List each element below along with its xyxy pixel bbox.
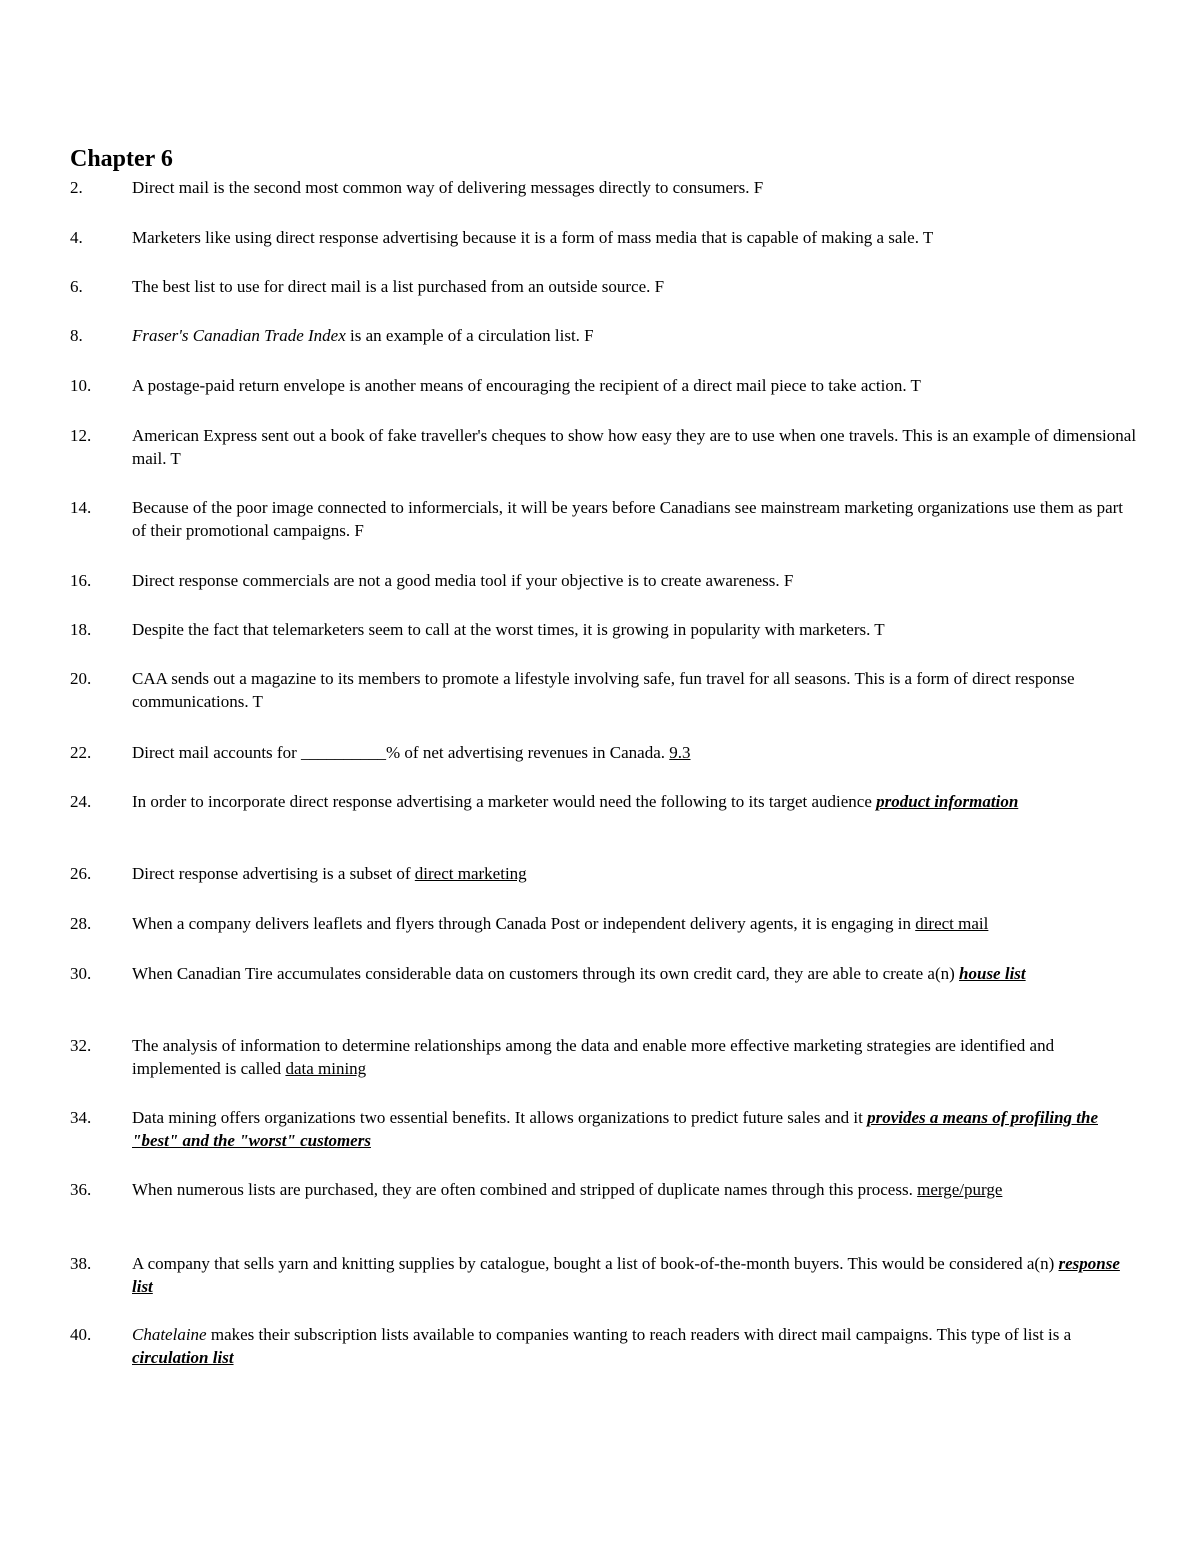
question-text — [132, 618, 1140, 641]
page-title: Chapter 6 — [70, 146, 173, 172]
question-body: makes their subscription lists available to companies wanting to reach readers with direct mail campaigns. This type of list is a — [206, 1325, 1072, 1344]
question-body: CAA sends out a magazine to its members to promote a lifestyle involving safe, fun travel for all seasons. This is a form of direct response communications. T — [132, 669, 1075, 711]
question-body: Data mining offers organizations two essential benefits. It allows organizations to predict future sales and it — [132, 1108, 868, 1127]
question-body: When a company delivers leaflets and flyers through Canada Post or independent delivery agents, it is engaging in — [132, 914, 916, 933]
question-number: 8. — [70, 326, 83, 345]
question-body: When Canadian Tire accumulates considerable data on customers through its own credit card, they are able to create a(n) — [132, 964, 960, 983]
question-text — [132, 1252, 1140, 1298]
question-body: Because of the poor image connected to informercials, it will be years before Canadians see mainstream marketing organizations use them as part of their promotional campaigns. F — [132, 498, 1124, 540]
answer-text: direct marketing — [414, 864, 527, 883]
question-text — [132, 1034, 1140, 1080]
question-item — [70, 912, 1140, 935]
question-number: 32. — [70, 1036, 92, 1055]
question-item — [70, 226, 1140, 249]
question-text — [132, 424, 1140, 470]
question-text — [132, 569, 1140, 592]
question-text — [132, 275, 1140, 298]
question-italic-title: Fraser's Canadian Trade Index — [132, 326, 346, 345]
question-item — [70, 1178, 1140, 1201]
question-item — [70, 569, 1140, 592]
question-item — [70, 324, 1140, 347]
question-item — [70, 1106, 1140, 1152]
question-number: 30. — [70, 964, 92, 983]
question-body: American Express sent out a book of fake traveller's cheques to show how easy they are to use when one travels. This is an example of dimensional mail. T — [132, 426, 1137, 468]
question-number: 16. — [70, 571, 92, 590]
question-text — [132, 496, 1140, 542]
answer-text: 9.3 — [669, 743, 691, 762]
question-text — [132, 1178, 1140, 1201]
question-number: 6. — [70, 277, 83, 296]
question-item — [70, 618, 1140, 641]
question-number: 10. — [70, 376, 92, 395]
question-number: 22. — [70, 743, 92, 762]
question-number: 36. — [70, 1180, 92, 1199]
question-text — [132, 912, 1140, 935]
question-number: 14. — [70, 498, 92, 517]
question-body: Marketers like using direct response advertising because it is a form of mass media that is capable of making a sale. T — [132, 228, 934, 247]
question-text — [132, 374, 1140, 397]
answer-text: product information — [876, 792, 1019, 811]
question-text — [132, 1323, 1140, 1369]
question-item — [70, 667, 1140, 713]
question-body: Direct response commercials are not a good media tool if your objective is to create awareness. F — [132, 571, 794, 590]
question-number: 34. — [70, 1108, 92, 1127]
answer-text: merge/purge — [917, 1180, 1003, 1199]
question-body: The analysis of information to determine relationships among the data and enable more effective marketing strategies are identified and implemented is called — [132, 1036, 1055, 1078]
question-number: 12. — [70, 426, 92, 445]
question-item — [70, 741, 1140, 764]
question-item — [70, 275, 1140, 298]
answer-blank: __________ — [301, 743, 386, 762]
question-body: Despite the fact that telemarketers seem to call at the worst times, it is growing in popularity with marketers. T — [132, 620, 885, 639]
question-body: Direct mail accounts for — [132, 743, 301, 762]
question-body: When numerous lists are purchased, they are often combined and stripped of duplicate names through this process. — [132, 1180, 918, 1199]
question-text — [132, 1106, 1140, 1152]
question-text — [132, 667, 1140, 713]
question-text — [132, 226, 1140, 249]
question-item — [70, 424, 1140, 470]
question-item — [70, 496, 1140, 542]
question-text — [132, 176, 1140, 199]
question-item — [70, 862, 1140, 885]
question-item — [70, 1034, 1140, 1080]
question-number: 4. — [70, 228, 83, 247]
question-body: A postage-paid return envelope is another means of encouraging the recipient of a direct mail piece to take action. T — [132, 376, 921, 395]
question-number: 28. — [70, 914, 92, 933]
question-text — [132, 741, 1140, 764]
question-body-continued: % of net advertising revenues in Canada. — [386, 743, 670, 762]
question-item — [70, 1323, 1140, 1369]
answer-text: direct mail — [915, 914, 989, 933]
question-number: 2. — [70, 178, 83, 197]
answer-text: response list — [132, 1254, 1120, 1296]
question-body: Direct response advertising is a subset of — [132, 864, 415, 883]
question-text — [132, 324, 1140, 347]
question-body: A company that sells yarn and knitting supplies by catalogue, bought a list of book-of-the-month buyers. This would be considered a(n) — [132, 1254, 1059, 1273]
question-body: The best list to use for direct mail is a list purchased from an outside source. F — [132, 277, 665, 296]
answer-text: circulation list — [132, 1348, 234, 1367]
question-number: 24. — [70, 792, 92, 811]
answer-text: provides a means of profiling the "best" and the "worst" customers — [132, 1108, 1098, 1150]
question-number: 26. — [70, 864, 92, 883]
question-item — [70, 1252, 1140, 1298]
question-item — [70, 374, 1140, 397]
question-body: In order to incorporate direct response advertising a marketer would need the following to its target audience — [132, 792, 877, 811]
question-number: 40. — [70, 1325, 92, 1344]
answer-text: data mining — [285, 1059, 367, 1078]
question-body: Direct mail is the second most common way of delivering messages directly to consumers. F — [132, 178, 764, 197]
question-number: 18. — [70, 620, 92, 639]
question-number: 20. — [70, 669, 92, 688]
question-text — [132, 862, 1140, 885]
question-italic-title: Chatelaine — [132, 1325, 207, 1344]
question-text — [132, 790, 1140, 813]
question-number: 38. — [70, 1254, 92, 1273]
question-text — [132, 962, 1140, 985]
question-item — [70, 790, 1140, 813]
question-item — [70, 962, 1140, 985]
question-body: is an example of a circulation list. F — [345, 326, 594, 345]
question-item — [70, 176, 1140, 199]
answer-text: house list — [959, 964, 1026, 983]
